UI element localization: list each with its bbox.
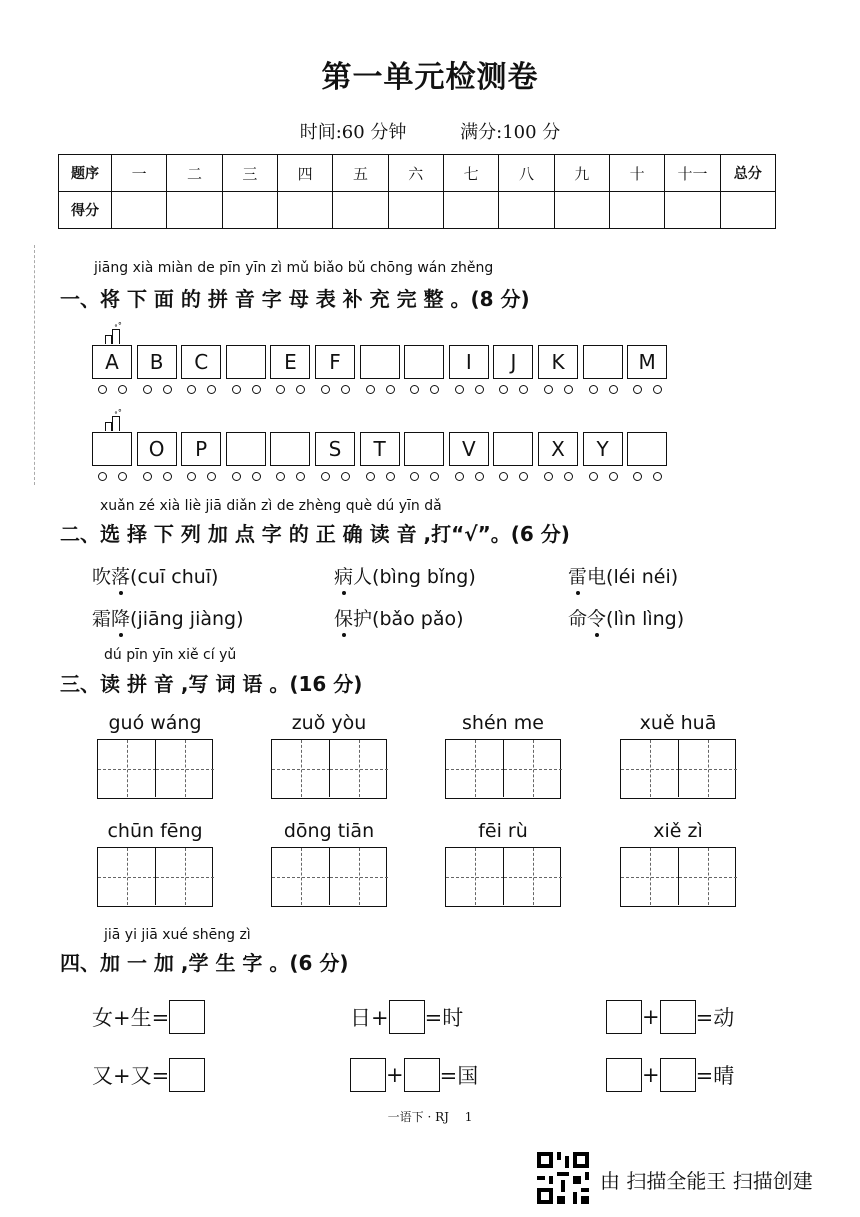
wheel-icon xyxy=(475,385,484,394)
equation-text: =动 xyxy=(695,1006,735,1030)
tianzi-cell[interactable] xyxy=(621,740,679,797)
dotted-char: 雷 xyxy=(568,566,588,588)
tianzi-cell[interactable] xyxy=(329,848,388,905)
guide-line xyxy=(533,848,534,905)
word-pinyin: xiě zì xyxy=(653,820,703,842)
train-car-letter: A xyxy=(92,345,132,379)
score-cell[interactable] xyxy=(609,192,664,229)
train-car-letter: S xyxy=(315,432,355,466)
equation xyxy=(606,1058,734,1092)
train-car-letter: C xyxy=(181,345,221,379)
chimney-icon xyxy=(105,422,112,431)
equation xyxy=(92,1058,205,1092)
wheel-icon xyxy=(410,385,419,394)
table-cell: 九 xyxy=(554,155,609,192)
full-score: 满分:100 分 xyxy=(460,122,561,143)
score-cell[interactable] xyxy=(443,192,498,229)
wheel-icon xyxy=(633,472,642,481)
score-cell[interactable] xyxy=(167,192,222,229)
answer-box[interactable] xyxy=(389,1000,425,1034)
table-cell: 五 xyxy=(333,155,388,192)
train-car-blank[interactable] xyxy=(226,345,266,379)
train-car-blank[interactable] xyxy=(627,432,667,466)
tianzi-cell[interactable] xyxy=(503,740,562,797)
wheel-icon xyxy=(499,385,508,394)
wheel-icon xyxy=(163,472,172,481)
score-cell[interactable] xyxy=(720,192,775,229)
tianzi-grid[interactable] xyxy=(445,847,561,907)
guide-line xyxy=(185,848,186,905)
wheel-icon xyxy=(519,385,528,394)
equation xyxy=(606,1000,734,1034)
train-car-blank[interactable] xyxy=(404,345,444,379)
wheel-icon xyxy=(118,385,127,394)
exam-meta xyxy=(0,118,860,144)
chimney-icon xyxy=(112,416,120,431)
guide-line xyxy=(127,848,128,905)
word-char: 人 xyxy=(353,566,373,588)
tianzi-grid[interactable] xyxy=(97,739,213,799)
q3-heading: 三、读 拼 音 ,写 词 语 。(16 分) xyxy=(60,672,363,696)
pinyin-options: (léi néi) xyxy=(606,566,679,588)
train-car-blank[interactable] xyxy=(92,432,132,466)
dotted-char: 病 xyxy=(334,566,354,588)
equation-text: 女+生= xyxy=(92,1006,170,1030)
score-cell[interactable] xyxy=(665,192,720,229)
score-cell[interactable] xyxy=(277,192,332,229)
q4-pinyin: jiā yi jiā xué shēng zì xyxy=(104,927,251,943)
train-car-letter: X xyxy=(538,432,578,466)
guide-line xyxy=(301,740,302,797)
train-car-letter: T xyxy=(360,432,400,466)
train-car-blank[interactable] xyxy=(583,345,623,379)
pinyin-options: (lìn lìng) xyxy=(606,608,685,630)
equation xyxy=(350,1000,463,1034)
wheel-icon xyxy=(564,472,573,481)
train-car-letter: J xyxy=(493,345,533,379)
word-char: 电 xyxy=(587,566,607,588)
guide-line xyxy=(708,740,709,797)
guide-line xyxy=(708,848,709,905)
train-car-blank[interactable] xyxy=(360,345,400,379)
word-char: 吹 xyxy=(92,566,112,588)
page-footer: 一语下 · RJ 1 xyxy=(387,1110,473,1124)
tianzi-cell[interactable] xyxy=(446,848,504,905)
wheel-icon xyxy=(589,472,598,481)
train-car-letter: K xyxy=(538,345,578,379)
guide-line xyxy=(359,848,360,905)
wheel-icon xyxy=(609,472,618,481)
q1-pinyin: jiāng xià miàn de pīn yīn zì mǔ biǎo bǔ chōng wán zhěng xyxy=(94,260,494,276)
equation-text: + xyxy=(642,1063,660,1087)
table-cell: 十 xyxy=(609,155,664,192)
train-car-letter: P xyxy=(181,432,221,466)
answer-box[interactable] xyxy=(606,1058,642,1092)
pinyin-options: (bǎo pǎo) xyxy=(372,608,464,630)
train-car-letter: F xyxy=(315,345,355,379)
wheel-icon xyxy=(633,385,642,394)
q2-item[interactable] xyxy=(92,562,218,589)
time-limit: 时间:60 分钟 xyxy=(299,122,407,143)
tianzi-cell[interactable] xyxy=(503,848,562,905)
wheel-icon xyxy=(564,385,573,394)
tianzi-grid[interactable] xyxy=(445,739,561,799)
q2-item[interactable] xyxy=(568,562,678,589)
word-char: 霜 xyxy=(92,608,112,630)
equation-text: =晴 xyxy=(695,1064,735,1088)
answer-box[interactable] xyxy=(404,1058,440,1092)
wheel-icon xyxy=(296,385,305,394)
dotted-char: 降 xyxy=(111,608,131,630)
q2-item[interactable] xyxy=(334,604,464,631)
tianzi-grid[interactable] xyxy=(271,739,387,799)
tianzi-cell[interactable] xyxy=(98,740,156,797)
wheel-icon xyxy=(232,385,241,394)
table-cell: 一 xyxy=(112,155,167,192)
word-pinyin: zuǒ yòu xyxy=(291,712,367,734)
train-car-letter: B xyxy=(137,345,177,379)
equation-text: 日+ xyxy=(350,1006,389,1030)
wheel-icon xyxy=(143,385,152,394)
table-cell: 三 xyxy=(222,155,277,192)
chimney-icon xyxy=(105,335,112,344)
word-char: 护 xyxy=(353,608,373,630)
wheel-icon xyxy=(143,472,152,481)
wheel-icon xyxy=(475,472,484,481)
wheel-icon xyxy=(544,385,553,394)
train-car-letter: V xyxy=(449,432,489,466)
q2-pinyin: xuǎn zé xià liè jiā diǎn zì de zhèng què dú yīn dǎ xyxy=(100,498,442,514)
wheel-icon xyxy=(366,472,375,481)
train-car-letter: M xyxy=(627,345,667,379)
wheel-icon xyxy=(386,472,395,481)
answer-box[interactable] xyxy=(660,1058,696,1092)
train-car-letter: Y xyxy=(583,432,623,466)
word-pinyin: dōng tiān xyxy=(283,820,375,842)
table-cell: 十一 xyxy=(665,155,720,192)
wheel-icon xyxy=(118,472,127,481)
answer-box[interactable] xyxy=(169,1000,205,1034)
score-cell[interactable] xyxy=(388,192,443,229)
table-cell: 得分 xyxy=(59,192,112,229)
train-car-letter: E xyxy=(270,345,310,379)
guide-line xyxy=(650,740,651,797)
tianzi-cell[interactable] xyxy=(621,848,679,905)
dotted-char: 令 xyxy=(587,608,607,630)
q2-item[interactable] xyxy=(568,604,684,631)
q3-pinyin: dú pīn yīn xiě cí yǔ xyxy=(104,647,237,663)
wheel-icon xyxy=(455,385,464,394)
wheel-icon xyxy=(544,472,553,481)
guide-line xyxy=(185,740,186,797)
wheel-icon xyxy=(252,472,261,481)
wheel-icon xyxy=(276,385,285,394)
q2-heading: 二、选 择 下 列 加 点 字 的 正 确 读 音 ,打“√”。(6 分) xyxy=(60,522,570,546)
binding-margin-line xyxy=(34,245,35,485)
wheel-icon xyxy=(187,385,196,394)
wheel-icon xyxy=(276,472,285,481)
word-pinyin: xuě huā xyxy=(639,712,717,734)
table-cell: 总分 xyxy=(720,155,775,192)
wheel-icon xyxy=(653,472,662,481)
tianzi-grid[interactable] xyxy=(620,739,736,799)
wheel-icon xyxy=(187,472,196,481)
wheel-icon xyxy=(252,385,261,394)
wheel-icon xyxy=(366,385,375,394)
smoke-icon: ∘° xyxy=(114,321,122,330)
equation-text: 又+又= xyxy=(92,1064,170,1088)
wheel-icon xyxy=(341,472,350,481)
equation-text: + xyxy=(642,1005,660,1029)
wheel-icon xyxy=(589,385,598,394)
tianzi-cell[interactable] xyxy=(155,740,214,797)
word-pinyin: fēi rù xyxy=(478,820,528,842)
word-pinyin: guó wáng xyxy=(108,712,202,734)
wheel-icon xyxy=(430,385,439,394)
chimney-icon xyxy=(112,329,120,344)
train-car-blank[interactable] xyxy=(270,432,310,466)
tianzi-cell[interactable] xyxy=(678,848,737,905)
wheel-icon xyxy=(98,385,107,394)
tianzi-cell[interactable] xyxy=(678,740,737,797)
table-cell: 二 xyxy=(167,155,222,192)
wheel-icon xyxy=(653,385,662,394)
table-cell: 题序 xyxy=(59,155,112,192)
equation xyxy=(92,1000,205,1034)
wheel-icon xyxy=(207,385,216,394)
score-table xyxy=(58,154,776,229)
score-table-header-row xyxy=(59,155,776,192)
tianzi-cell[interactable] xyxy=(329,740,388,797)
q2-item[interactable] xyxy=(92,604,244,631)
pinyin-options: (cuī chuī) xyxy=(130,566,219,588)
equation-text: + xyxy=(386,1063,404,1087)
q2-item[interactable] xyxy=(334,562,476,589)
guide-line xyxy=(650,848,651,905)
train-car-blank[interactable] xyxy=(493,432,533,466)
wheel-icon xyxy=(410,472,419,481)
wheel-icon xyxy=(321,385,330,394)
equation-text: =国 xyxy=(439,1064,479,1088)
wheel-icon xyxy=(232,472,241,481)
train-car-blank[interactable] xyxy=(404,432,444,466)
wheel-icon xyxy=(321,472,330,481)
wheel-icon xyxy=(499,472,508,481)
wheel-icon xyxy=(386,385,395,394)
tianzi-cell[interactable] xyxy=(272,740,330,797)
tianzi-cell[interactable] xyxy=(98,848,156,905)
wheel-icon xyxy=(163,385,172,394)
tianzi-grid[interactable] xyxy=(271,847,387,907)
train-car-letter: O xyxy=(137,432,177,466)
guide-line xyxy=(301,848,302,905)
q1-heading: 一、将 下 面 的 拼 音 字 母 表 补 充 完 整 。(8 分) xyxy=(60,287,530,311)
equation-text: =时 xyxy=(424,1006,464,1030)
tianzi-cell[interactable] xyxy=(272,848,330,905)
train-car-blank[interactable] xyxy=(226,432,266,466)
score-cell[interactable] xyxy=(554,192,609,229)
table-cell: 四 xyxy=(277,155,332,192)
tianzi-cell[interactable] xyxy=(446,740,504,797)
score-table-score-row xyxy=(59,192,776,229)
guide-line xyxy=(533,740,534,797)
wheel-icon xyxy=(341,385,350,394)
dotted-char: 保 xyxy=(334,608,354,630)
score-cell[interactable] xyxy=(333,192,388,229)
scanner-watermark: 由 扫描全能王 扫描创建 xyxy=(600,1169,813,1193)
tianzi-grid[interactable] xyxy=(97,847,213,907)
page-title: 第一单元检测卷 xyxy=(321,60,539,95)
table-cell: 八 xyxy=(499,155,554,192)
q4-heading: 四、加 一 加 ,学 生 字 。(6 分) xyxy=(60,951,349,975)
answer-box[interactable] xyxy=(350,1058,386,1092)
table-cell: 六 xyxy=(388,155,443,192)
pinyin-options: (bìng bǐng) xyxy=(372,566,476,588)
wheel-icon xyxy=(296,472,305,481)
wheel-icon xyxy=(98,472,107,481)
guide-line xyxy=(475,740,476,797)
guide-line xyxy=(127,740,128,797)
score-cell[interactable] xyxy=(112,192,167,229)
answer-box[interactable] xyxy=(606,1000,642,1034)
score-cell[interactable] xyxy=(499,192,554,229)
score-cell[interactable] xyxy=(222,192,277,229)
wheel-icon xyxy=(609,385,618,394)
tianzi-grid[interactable] xyxy=(620,847,736,907)
answer-box[interactable] xyxy=(660,1000,696,1034)
qr-code-icon xyxy=(537,1152,589,1204)
word-char: 命 xyxy=(568,608,588,630)
wheel-icon xyxy=(207,472,216,481)
guide-line xyxy=(475,848,476,905)
wheel-icon xyxy=(455,472,464,481)
table-cell: 七 xyxy=(443,155,498,192)
train-car-letter: I xyxy=(449,345,489,379)
guide-line xyxy=(359,740,360,797)
tianzi-cell[interactable] xyxy=(155,848,214,905)
smoke-icon: ∘° xyxy=(114,408,122,417)
word-pinyin: chūn fēng xyxy=(107,820,203,842)
pinyin-options: (jiāng jiàng) xyxy=(130,608,244,630)
word-pinyin: shén me xyxy=(462,712,544,734)
wheel-icon xyxy=(519,472,528,481)
answer-box[interactable] xyxy=(169,1058,205,1092)
wheel-icon xyxy=(430,472,439,481)
equation xyxy=(350,1058,478,1092)
dotted-char: 落 xyxy=(111,566,131,588)
